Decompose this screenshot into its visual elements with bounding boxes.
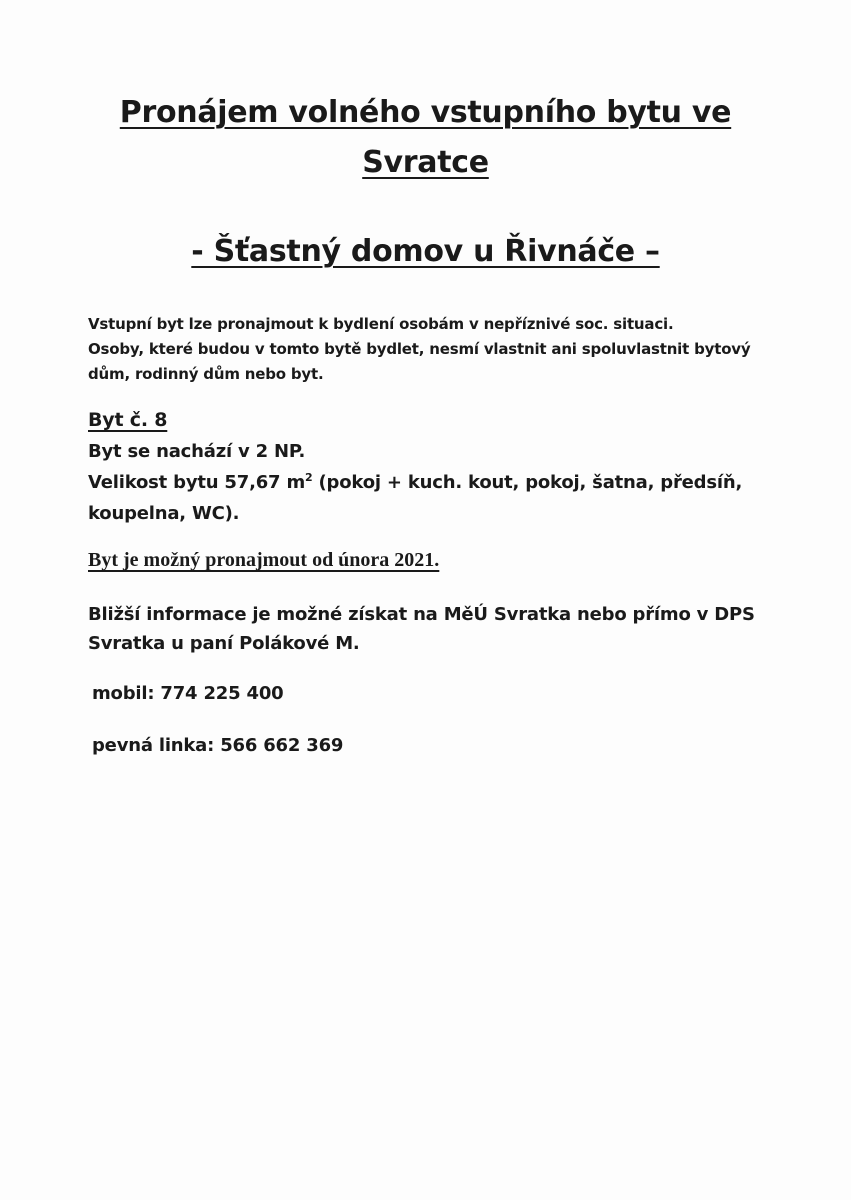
subtitle (0, 225, 851, 279)
unit-size (88, 467, 768, 498)
unit-floor: Byt se nachází v 2 NP. (88, 441, 306, 462)
unit-rooms: koupelna, WC). (88, 503, 240, 524)
info-line: Bližší informace je možné získat na MěÚ Svratka nebo přímo v DPS (88, 604, 755, 625)
availability-notice: Byt je možný pronajmout od února 2021. (88, 549, 440, 571)
unit-heading: Byt č. 8 (88, 409, 168, 431)
intro-line: dům, rodinný dům nebo byt. (88, 365, 324, 383)
page-title-continued (0, 136, 851, 190)
intro-paragraph (88, 312, 768, 387)
subtitle-text: - Šťastný domov u Řivnáče – (191, 234, 660, 269)
unit-size-superscript: 2 (305, 471, 313, 484)
title-line-2: Svratce (362, 145, 489, 180)
contact-landline: pevná linka: 566 662 369 (92, 735, 344, 756)
page-title (0, 86, 851, 140)
intro-line: Vstupní byt lze pronajmout k bydlení osobám v nepříznivé soc. situaci. (88, 315, 674, 333)
unit-size-prefix: Velikost bytu 57,67 m (88, 472, 305, 493)
title-line-1: Pronájem volného vstupního bytu ve (119, 95, 732, 130)
info-paragraph (88, 600, 768, 658)
contact-mobile: mobil: 774 225 400 (92, 683, 284, 704)
info-line: Svratka u paní Polákové M. (88, 633, 360, 654)
intro-line: Osoby, které budou v tomto bytě bydlet, nesmí vlastnit ani spoluvlastnit bytový (88, 340, 751, 358)
unit-size-suffix: (pokoj + kuch. kout, pokoj, šatna, předsíň, (312, 472, 743, 493)
unit-details (88, 405, 768, 529)
